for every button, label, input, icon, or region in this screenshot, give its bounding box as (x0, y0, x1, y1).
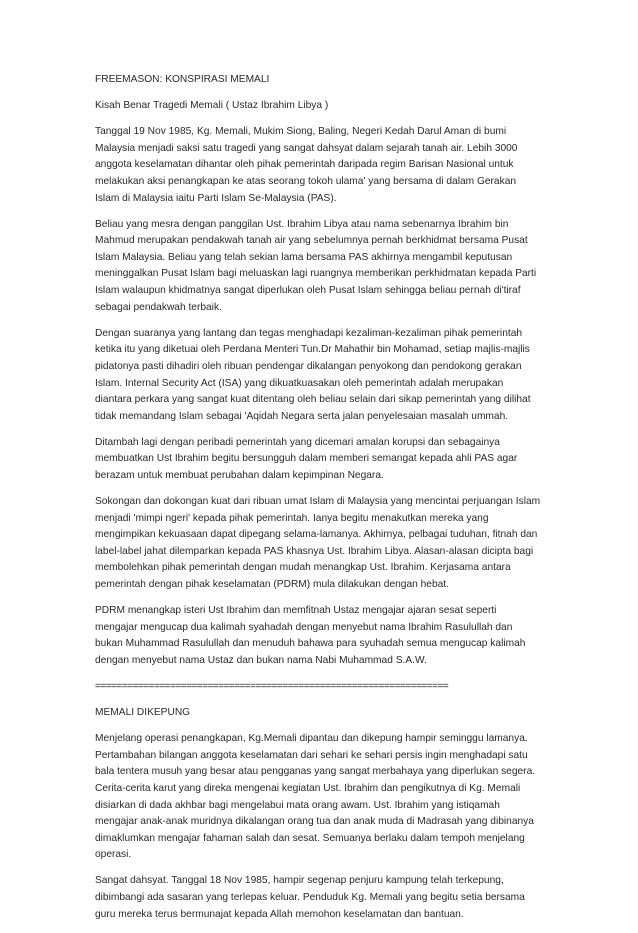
paragraph-6: PDRM menangkap isteri Ust Ibrahim dan memfitnah Ustaz mengajar ajaran sesat seperti mengajar mengucap dua kalimah syahadah dengan menyebut nama Ibrahim Rasulullah dan bukan Muhammad Rasulullah dan menuduh bahawa para syuhadah semua mengucap kalimah dengan menyebut nama Ustaz dan bukan nama Nabi Muhammad S.A.W. (95, 605, 526, 666)
paragraph-5: Sokongan dan dokongan kuat dari ribuan umat Islam di Malaysia yang mencintai perjuangan Islam menjadi 'mimpi ngeri' kepada pihak pemerintah. Ianya begitu menakutkan mereka yang mengimpikan kekuasaan dapat dipegang selama-lamanya. Akhirnya, pelbagai tuduhan, fitnah dan label-label jahat dilemparkan kepada PAS khasnya Ust. Ibrahim Libya. Alasan-alasan dicipta bagi membolehkan pihak pemerintah dengan mudah menangkap Ust. Ibrahim. Kerjasama antara pemerintah dengan pihak keselamatan (PDRM) mula dilakukan dengan hebat. (95, 496, 541, 591)
paragraph-4: Ditambah lagi dengan peribadi pemerintah yang dicemari amalan korupsi dan sebagainya membuatkan Ust Ibrahim begitu bersungguh dalam memberi semangat kepada ahli PAS agar berazam untuk membuat perubahan dalam kepimpinan Negara. (95, 436, 518, 481)
section-heading: MEMALI DIKEPUNG (95, 707, 191, 719)
document-title: FREEMASON: KONSPIRASI MEMALI (95, 74, 270, 85)
document-page (95, 72, 555, 933)
paragraph-2: Beliau yang mesra dengan panggilan Ust. Ibrahim Libya atau nama sebenarnya Ibrahim bin Mahmud merupakan pendakwah tanah air yang sebelumnya pernah berkhidmat bersama Pusat Islam Malaysia. Beliau yang telah sekian lama bersama PAS akhirnya mengambil keputusan meninggalkan Pusat Islam bagi meluaskan lagi ruangnya memberikan perkhidmatan kepada Parti Islam walaupun khidmatnya sangat diperlukan oleh Pusat Islam sehingga beliau pernah di'tiraf sebagai pendakwah terbaik. (95, 218, 537, 313)
paragraph-1: Tanggal 19 Nov 1985, Kg. Memali, Mukim Siong, Baling, Negeri Kedah Darul Aman di bumi Malaysia menjadi saksi satu tragedi yang sangat dahsyat dalam sejarah tanah air. Lebih 3000 anggota keselamatan dihantar oleh pihak pemerintah daripada regim Barisan Nasional untuk melakukan aksi penangkapan ke atas seorang tokoh ulama' yang bersama di dalam Gerakan Islam di Malaysia iaitu Parti Islam Se-Malaysia (PAS). (95, 126, 518, 204)
paragraph-3: Dengan suaranya yang lantang dan tegas menghadapi kezaliman-kezaliman pihak pemerintah ketika itu yang diketuai oleh Perdana Menteri Tun.Dr Mahathir bin Mohamad, setiap majlis-majlis pidatonya pasti dihadiri oleh ribuan pendengar dikalangan penyokong dan pendokong gerakan Islam. Internal Security Act (ISA) yang dikuatkuasakan oleh pemerintah adalah merupakan diantara perkara yang sangat kuat ditentang oleh beliau selain dari sikap pemerintah yang dilihat tidak memandang Islam sebagai 'Aqidah Negara serta jalan penyelesaian masalah ummah. (95, 327, 531, 422)
document-subtitle: Kisah Benar Tragedi Memali ( Ustaz Ibrahim Libya ) (95, 100, 329, 112)
paragraph-7: Menjelang operasi penangkapan, Kg.Memali dipantau dan dikepung hampir seminggu lamanya. Pertambahan bilangan anggota keselamatan dari sehari ke sehari persis ingin menghadapi satu bala tentera musuh yang besar atau pengganas yang sangat merbahaya yang diperlukan segera. Cerita-cerita karut yang direka mengenai kegiatan Ust. Ibrahim dan pengikutnya di Kg. Memali disiarkan di dada akhbar bagi mengelabui mata orang awam. Ust. Ibrahim yang istiqamah mengajar anak-anak muridnya dikalangan orang tua dan anak muda di Madrasah yang dibinanya dimaklumkan mengajar fahaman salah dan sesat. Semuanya berlaku dalam tempoh menjelang operasi. (95, 733, 536, 861)
paragraph-8: Sangat dahsyat. Tanggal 18 Nov 1985, hampir segenap penjuru kampung telah terkepung, dibimbangi ada sasaran yang terlepas keluar. Penduduk Kg. Memali yang begitu setia bersama guru mereka terus bermunajat kepada Allah memohon keselamatan dan bantuan. (95, 875, 525, 920)
section-divider: ================================================================== (95, 681, 449, 692)
